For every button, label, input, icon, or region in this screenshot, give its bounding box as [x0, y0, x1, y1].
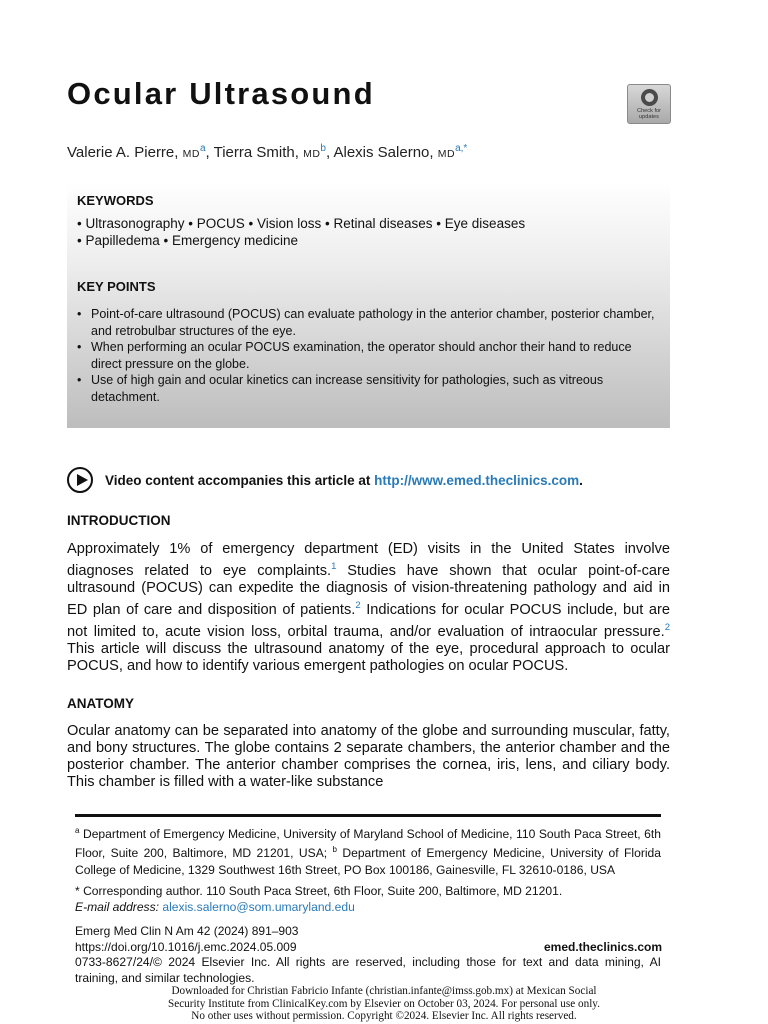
author-affiliation-ref[interactable]: a [199, 143, 206, 154]
email-footnote: E-mail address: alexis.salerno@som.umaryland.edu [75, 900, 355, 914]
keywords-heading: KEYWORDS [77, 193, 154, 208]
check-for-updates-button[interactable] [627, 84, 671, 124]
key-point-item: • Use of high gain and ocular kinetics can increase sensitivity for pathologies, such as vitreous detachment. [77, 373, 604, 404]
check-updates-label: Check for updates [637, 108, 661, 120]
author-name: Valerie A. Pierre [67, 144, 175, 161]
key-point-item: • Point-of-care ultrasound (POCUS) can evaluate pathology in the anterior chamber, posterior chamber, and retrobulbar structures of the eye. [77, 307, 655, 338]
check-updates-icon [641, 89, 658, 106]
corresponding-author-footnote: * Corresponding author. 110 South Paca Street, 6th Floor, Suite 200, Baltimore, MD 21201. [75, 884, 563, 898]
video-link[interactable]: http://www.emed.theclinics.com [374, 472, 580, 488]
author-degree: MD [182, 148, 200, 160]
affiliations-footnote: $^a$ Department of Emergency Medicine, University of Maryland School of Medicine, 110 South Paca Street, 6th Floor, Suite 200, Baltimore, MD 21201, USA; $^b$ Department of Emergency Medicine, University of Florida College of Medicine, 1329 Southwest 16th Street, PO Box 100186, Gainesville, FL 32610-0186, USA [75, 826, 661, 877]
keywords-keypoints-panel [67, 182, 670, 428]
video-notice-text: Video content accompanies this article at http://www.emed.theclinics.com. [105, 472, 583, 488]
introduction-heading: INTRODUCTION [67, 513, 171, 528]
author-affiliation-ref[interactable]: b [320, 143, 326, 154]
anatomy-heading: ANATOMY [67, 696, 134, 711]
author-name: Tierra Smith [213, 144, 295, 161]
footnote-divider [75, 814, 661, 817]
author-degree: MD [303, 148, 321, 160]
journal-citation: Emerg Med Clin N Am 42 (2024) 891–903 [75, 924, 299, 938]
author-affiliation-ref[interactable]: a,* [455, 143, 468, 154]
keywords-line: • Ultrasonography • POCUS • Vision loss • Retinal diseases • Eye diseases [77, 216, 526, 231]
introduction-paragraph: Approximately 1% of emergency department (ED) visits in the United States involve diagnoses related to eye complaints.$^1$ Studies have shown that ocular point-of-care ultrasound (POCUS) can expedite the diagnosis of vision-threatening pathology and aid in ED plan of care and disposition of patients.$^2$ Indications for ocular POCUS include, but are not limited to, acute vision loss, orbital trauma, and/or evaluation of intraocular pressure.$^2$ This article will discuss the ultrasound anatomy of the eye, procedural approach to ocular POCUS, and how to identify various emergent pathologies on ocular POCUS. [67, 541, 671, 674]
keywords-line: • Papilledema • Emergency medicine [77, 233, 299, 248]
article-title: Ocular Ultrasound [67, 76, 375, 111]
reference-link[interactable]: 1 [331, 561, 337, 572]
doi-link[interactable]: https://doi.org/10.1016/j.emc.2024.05.009 [75, 940, 297, 954]
key-points-heading: KEY POINTS [77, 279, 156, 294]
author-degree: MD [437, 148, 456, 160]
play-icon[interactable] [67, 467, 93, 493]
anatomy-paragraph: Ocular anatomy can be separated into anatomy of the globe and surrounding muscular, fatty, and bony structures. The globe contains 2 separate chambers, the anterior chamber and the posterior chamber. The anterior chamber comprises the cornea, iris, lens, and ciliary body. This chamber is filled with a water-like substance [67, 723, 670, 790]
video-notice [67, 467, 583, 493]
reference-link[interactable]: 2 [355, 599, 361, 611]
reference-link[interactable]: 2 [664, 621, 670, 633]
copyright-notice: 0733-8627/24/© 2024 Elsevier Inc. All rights are reserved, including those for text and data mining, AI training, and similar technologies. [75, 955, 661, 985]
author-name: Alexis Salerno [333, 144, 430, 161]
email-link[interactable]: alexis.salerno@som.umaryland.edu [162, 900, 355, 914]
site-link[interactable]: emed.theclinics.com [544, 940, 663, 954]
author-list: Valerie A. Pierre, $MD^a$, Tierra Smith, $MD^b$, Alexis Salerno, $MD^{a,*}$ [67, 143, 468, 161]
key-point-item: • When performing an ocular POCUS examination, the operator should anchor their hand to reduce direct pressure on the globe. [77, 340, 632, 371]
download-note: Downloaded for Christian Fabricio Infante (christian.infante@imss.gob.mx) at Mexican Social Security Institute from ClinicalKey.com by Elsevier on October 03, 2024. For personal use only. No other uses without permission. Copyright ©2024. Elsevier Inc. All rights reserved. [168, 985, 600, 1023]
